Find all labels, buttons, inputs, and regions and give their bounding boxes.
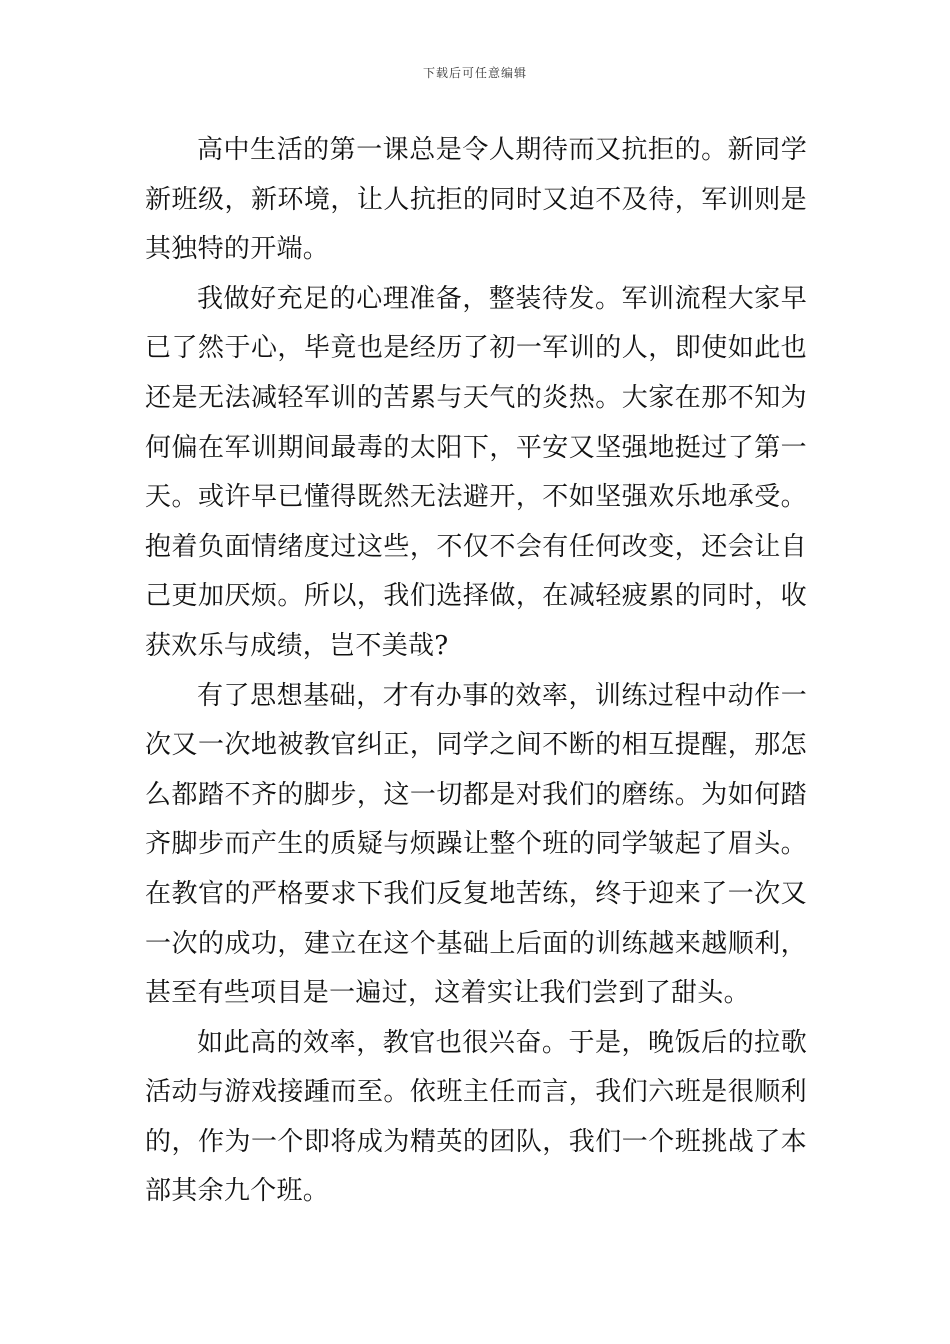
paragraph-1: 高中生活的第一课总是令人期待而又抗拒的。新同学新班级，新环境，让人抗拒的同时又迫不及待，军训则是其独特的开端。 xyxy=(145,135,807,265)
paragraph-4: 如此高的效率，教官也很兴奋。于是，晚饭后的拉歌活动与游戏接踵而至。依班主任而言，我们六班是很顺利的，作为一个即将成为精英的团队，我们一个班挑战了本部其余九个班。 xyxy=(145,1027,807,1207)
header-note: 下载后可任意编辑 xyxy=(422,66,527,80)
body-text xyxy=(145,126,807,1217)
paragraph-3: 有了思想基础，才有办事的效率，训练过程中动作一次又一次地被教官纠正，同学之间不断的相互提醒，那怎么都踏不齐的脚步，这一切都是对我们的磨练。为如何踏齐脚步而产生的质疑与烦躁让整个班的同学皱起了眉头。在教官的严格要求下我们反复地苦练，终于迎来了一次又一次的成功，建立在这个基础上后面的训练越来越顺利，甚至有些项目是一遍过，这着实让我们尝到了甜头。 xyxy=(145,680,807,1009)
paragraph-2: 我做好充足的心理准备，整装待发。军训流程大家早已了然于心，毕竟也是经历了初一军训的人，即使如此也还是无法减轻军训的苦累与天气的炎热。大家在那不知为何偏在军训期间最毒的太阳下，平安又坚强地挺过了第一天。或许早已懂得既然无法避开，不如坚强欢乐地承受。抱着负面情绪度过这些，不仅不会有任何改变，还会让自己更加厌烦。所以，我们选择做，在减轻疲累的同时，收获欢乐与成绩，岂不美哉? xyxy=(145,283,807,661)
